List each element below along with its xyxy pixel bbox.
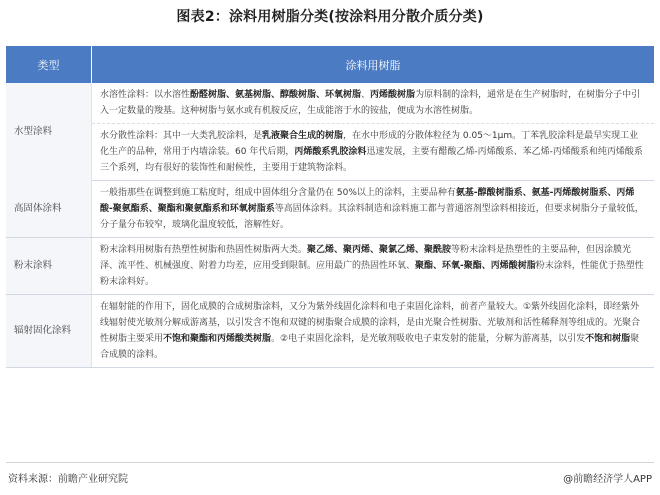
resin-highlight: 乳液聚合生成的树脂 — [262, 131, 344, 141]
figure-title: 图表2：涂料用树脂分类(按涂料用分散介质分类) — [176, 9, 484, 25]
table-row — [6, 124, 654, 181]
header-type: 类型 — [6, 46, 92, 83]
desc-text: 等高固体涂料。其涂料制造和涂料施工都与普通溶剂型涂料相接近，但要求树脂分子量较低，分子量分布较窄，玻璃化温度较低，溶解性好。 — [100, 204, 644, 230]
desc-text: 粉末涂料，性能优于热塑性粉末涂料好。 — [100, 261, 644, 287]
table-row — [6, 238, 654, 295]
resin-highlight: 不饱和树脂 — [585, 334, 631, 344]
resin-highlight: 聚酯、环氧-聚酯、丙烯酸树脂 — [415, 261, 536, 271]
table-row — [6, 295, 654, 368]
resin-highlight: 酚醛树脂、氨基树脂、醇酸树脂、环氧树脂 — [190, 90, 362, 100]
type-cell-water: 水型涂料 — [6, 83, 92, 181]
resin-classification-table — [6, 46, 654, 368]
desc-cell — [92, 295, 655, 368]
desc-text: 等粉末涂料是热塑性的主要品种，但因涂膜光泽、流平性、机械强度、附着力均差，应用受到限制。应用最广的热固性环氧、 — [100, 245, 632, 271]
resin-highlight: 不饱和聚酯和丙烯酸类树脂 — [163, 334, 272, 344]
type-cell-high-solid: 高固体涂料 — [6, 181, 92, 238]
desc-text: ，在水中形成的分散体粒径为 0.05～1μm。丁苯乳胶涂料是最早实现工业化生产的品种，常用于内墙涂装。60 年代后期， — [100, 131, 639, 157]
type-cell-powder: 粉末涂料 — [6, 238, 92, 295]
resin-highlight: 聚乙烯、聚丙烯、聚氯乙烯、聚酰胺 — [307, 245, 452, 255]
desc-cell — [92, 83, 655, 124]
desc-text: 一般指那些在调整到施工粘度时，组成中固体组分含量仍在 50%以上的涂料，主要品种有 — [100, 188, 456, 198]
resin-highlight: 丙烯酸系乳胶涂料 — [294, 147, 367, 157]
footer-divider — [6, 462, 654, 463]
table-header-row — [6, 46, 654, 83]
desc-text: 。②电子束固化涂料，是光敏剂吸收电子束发射的能量，分解为游离基，以引发 — [271, 334, 586, 344]
desc-text: 为原料制的涂料，通常是在生产树脂时，在树脂分子中引入一定数量的羧基。这种树脂与氨水或有机胺反应，生成能溶于水的铵盐，便成为水溶性树脂。 — [100, 90, 641, 116]
desc-text: 水溶性涂料：以水溶性 — [100, 90, 191, 100]
brand-credit: @前瞻经济学人APP — [563, 474, 652, 485]
type-cell-radiation: 辐射固化涂料 — [6, 295, 92, 368]
desc-cell — [92, 124, 655, 181]
desc-text: 聚合成膜的涂料。 — [100, 334, 640, 360]
resin-highlight: 氨基-醇酸树脂系、氨基-丙烯酸树脂系、丙烯酸-聚氨酯系、聚酯和聚氨酯系和环氧树脂系 — [100, 188, 635, 214]
desc-text: 、 — [361, 90, 371, 100]
desc-text: 在辐射能的作用下，固化成膜的合成树脂涂料，又分为紫外线固化涂料和电子束固化涂料，前者产量较大。①紫外线固化涂料，即经紫外线辐射使光敏剂分解成游离基，以引发含不饱和双键的树脂聚合成膜的涂料，是由光聚合性树脂、光敏剂和活性稀释剂等组成的。光聚合性树脂主要采用 — [100, 302, 641, 344]
header-resin: 涂料用树脂 — [92, 46, 655, 83]
table-row — [6, 181, 654, 238]
desc-cell — [92, 181, 655, 238]
resin-highlight: 丙烯酸树脂 — [370, 90, 416, 100]
source-note: 资料来源：前瞻产业研究院 — [8, 474, 128, 485]
desc-text: 迅速发展，主要有醋酸乙烯-丙烯酸系、苯乙烯-丙烯酸系和纯丙烯酸系三个系列，均有很好的装饰性和耐候性，主要用于建筑物涂料。 — [100, 147, 643, 173]
desc-cell — [92, 238, 655, 295]
desc-text: 粉末涂料用树脂有热塑性树脂和热固性树脂两大类。 — [100, 245, 308, 255]
desc-text: 水分散性涂料：其中一大类乳胶涂料，是 — [100, 131, 263, 141]
table-row — [6, 83, 654, 124]
